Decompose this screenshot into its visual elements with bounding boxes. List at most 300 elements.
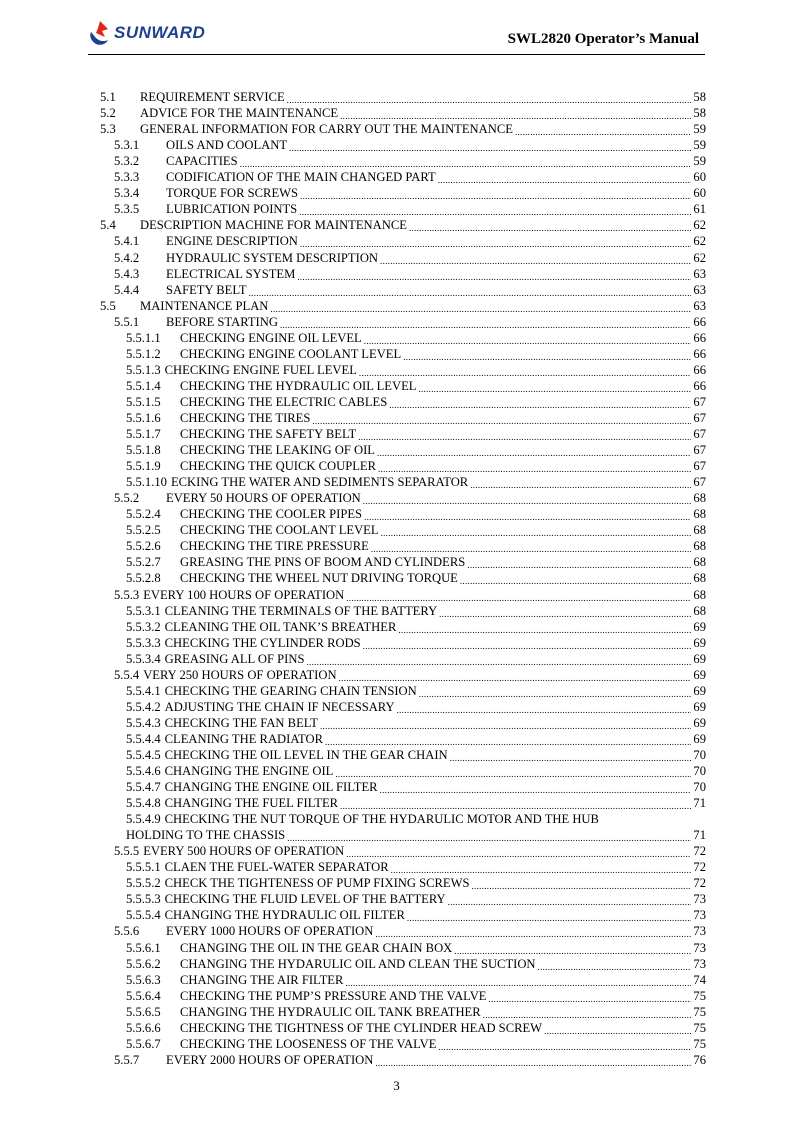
toc-entry[interactable] xyxy=(100,746,706,762)
toc-entry[interactable] xyxy=(100,1051,706,1067)
toc-entry-page: 71 xyxy=(693,828,706,843)
toc-leader-dots xyxy=(346,847,691,858)
toc-entry-page: 68 xyxy=(693,523,706,538)
toc-entry[interactable] xyxy=(100,650,706,666)
toc-entry-title: OILS AND COOLANT xyxy=(166,138,288,153)
toc-entry-number: 5.4.3 xyxy=(114,266,140,281)
toc-leader-dots xyxy=(544,1024,691,1035)
toc-leader-dots xyxy=(438,1040,691,1051)
toc-entry-page: 66 xyxy=(693,330,706,345)
toc-entry-page: 73 xyxy=(693,956,706,971)
toc-entry[interactable] xyxy=(100,104,706,120)
toc-entry-number: 5.4.1 xyxy=(114,234,140,249)
toc-entry-page: 72 xyxy=(693,860,706,875)
toc-entry-title: CHECKING THE HYDRAULIC OIL LEVEL xyxy=(180,378,417,393)
toc-entry[interactable] xyxy=(100,971,706,987)
toc-entry-title: EVERY 1000 HOURS OF OPERATION xyxy=(166,924,374,939)
toc-entry-title: CHECKING THE PUMP’S PRESSURE AND THE VALVE xyxy=(180,988,487,1003)
toc-entry-page: 68 xyxy=(693,571,706,586)
toc-entry[interactable] xyxy=(100,248,706,264)
toc-entry-page: 67 xyxy=(693,475,706,490)
toc-entry-number: 5.5.6.3 xyxy=(126,972,161,987)
toc-entry-number: 5.5.3.2 xyxy=(126,619,161,634)
toc-leader-dots xyxy=(339,671,692,682)
toc-entry[interactable] xyxy=(100,794,706,810)
toc-entry-number: 5.5.5.3 xyxy=(126,892,161,907)
toc-entry-number: 5.5.1.1 xyxy=(126,330,161,345)
toc-leader-dots xyxy=(249,286,692,297)
toc-entry-title: CHECKING ENGINE FUEL LEVEL xyxy=(164,362,357,377)
toc-leader-dots xyxy=(409,221,691,232)
toc-leader-dots xyxy=(439,607,691,618)
toc-leader-dots xyxy=(306,655,691,666)
toc-entry-title: CHANGING THE OIL IN THE GEAR CHAIN BOX xyxy=(180,940,453,955)
toc-entry-title: SAFETY BELT xyxy=(166,282,247,297)
toc-entry[interactable] xyxy=(100,377,706,393)
toc-leader-dots xyxy=(300,237,692,248)
toc-leader-dots xyxy=(287,831,691,842)
toc-entry-page: 68 xyxy=(693,587,706,602)
toc-entry-number: 5.5.1.6 xyxy=(126,410,161,425)
toc-entry-page: 69 xyxy=(693,731,706,746)
toc-entry[interactable] xyxy=(100,730,706,746)
toc-entry-title: DESCRIPTION MACHINE FOR MAINTENANCE xyxy=(140,218,407,233)
toc-entry-number: 5.5.1.9 xyxy=(126,459,161,474)
toc-entry-title: ECKING THE WATER AND SEDIMENTS SEPARATOR xyxy=(170,475,469,490)
toc-entry-number: 5.5.5.1 xyxy=(126,860,161,875)
toc-entry-title: CHECKING THE COOLANT LEVEL xyxy=(180,523,379,538)
toc-entry-number: 5.5.3.3 xyxy=(126,635,161,650)
toc-leader-dots xyxy=(299,205,691,216)
toc-entry-page: 75 xyxy=(693,1036,706,1051)
toc-entry-number: 5.5.6.7 xyxy=(126,1036,161,1051)
toc-entry[interactable] xyxy=(100,714,706,730)
toc-entry-title: CHANGING THE HYDRAULIC OIL TANK BREATHER xyxy=(180,1004,481,1019)
toc-leader-dots xyxy=(287,93,692,104)
toc-leader-dots xyxy=(289,141,691,152)
toc-entry-title: GREASING ALL OF PINS xyxy=(164,651,305,666)
toc-entry-number: 5.5.5 xyxy=(114,844,140,859)
toc-entry-title: CHECKING THE ELECTRIC CABLES xyxy=(180,394,388,409)
toc-leader-dots xyxy=(538,960,692,971)
toc-entry[interactable] xyxy=(100,938,706,954)
toc-entry-page: 58 xyxy=(693,106,706,121)
toc-entry-page: 73 xyxy=(693,908,706,923)
toc-entry-title: TORQUE FOR SCREWS xyxy=(166,186,299,201)
toc-entry-title: CHECKING THE SAFETY BELT xyxy=(180,427,357,442)
toc-entry[interactable] xyxy=(100,874,706,890)
toc-entry[interactable] xyxy=(100,281,706,297)
toc-entry-page: 59 xyxy=(693,122,706,137)
toc-entry-title: CHECKING THE QUICK COUPLER xyxy=(180,459,377,474)
toc-entry-page: 66 xyxy=(693,314,706,329)
toc-leader-dots xyxy=(297,270,691,281)
toc-leader-dots xyxy=(398,623,691,634)
toc-entry-page: 66 xyxy=(693,346,706,361)
toc-leader-dots xyxy=(467,558,691,569)
toc-entry-page: 69 xyxy=(693,715,706,730)
toc-entry[interactable] xyxy=(100,906,706,922)
toc-leader-dots xyxy=(483,1008,692,1019)
sunward-logo-icon xyxy=(88,20,110,46)
toc-leader-dots xyxy=(472,879,692,890)
toc-entry-number: 5.5.3.1 xyxy=(126,603,161,618)
table-of-contents xyxy=(100,88,706,1067)
toc-entry[interactable] xyxy=(100,682,706,698)
toc-entry-page: 68 xyxy=(693,507,706,522)
toc-entry-title: HOLDING TO THE CHASSIS xyxy=(126,828,286,843)
toc-entry-page: 70 xyxy=(693,780,706,795)
toc-leader-dots xyxy=(270,302,691,313)
toc-entry[interactable] xyxy=(100,425,706,441)
toc-entry-page: 61 xyxy=(693,202,706,217)
toc-entry-title: CHECKING THE LEAKING OF OIL xyxy=(180,443,375,458)
toc-entry-number: 5.5.6.4 xyxy=(126,988,161,1003)
toc-entry-page: 60 xyxy=(693,186,706,201)
toc-entry-title: CHECKING THE TIGHTNESS OF THE CYLINDER HEAD SCREW xyxy=(180,1020,543,1035)
toc-entry[interactable] xyxy=(100,457,706,473)
toc-entry-number: 5.5.4.1 xyxy=(126,683,161,698)
toc-entry-number: 5.5.1.3 xyxy=(126,362,161,377)
toc-entry[interactable] xyxy=(100,441,706,457)
toc-leader-dots xyxy=(325,735,691,746)
toc-entry-title: GREASING THE PINS OF BOOM AND CYLINDERS xyxy=(180,555,466,570)
toc-leader-dots xyxy=(438,173,692,184)
toc-entry-number: 5.5.6.5 xyxy=(126,1004,161,1019)
toc-entry[interactable] xyxy=(100,537,706,553)
toc-entry[interactable] xyxy=(100,120,706,136)
toc-entry[interactable] xyxy=(100,987,706,1003)
toc-entry-page: 69 xyxy=(693,635,706,650)
toc-entry-title: CHECKING THE GEARING CHAIN TENSION xyxy=(164,683,417,698)
toc-entry[interactable] xyxy=(100,634,706,650)
toc-entry-page: 60 xyxy=(693,170,706,185)
toc-entry-page: 62 xyxy=(693,218,706,233)
toc-leader-dots xyxy=(358,430,691,441)
toc-entry-title: CHECKING THE TIRES xyxy=(180,410,311,425)
toc-leader-dots xyxy=(312,414,691,425)
toc-leader-dots xyxy=(345,976,691,987)
toc-entry-title: ADJUSTING THE CHAIN IF NECESSARY xyxy=(164,699,395,714)
toc-entry[interactable] xyxy=(100,265,706,281)
toc-entry[interactable] xyxy=(100,666,706,682)
toc-entry-title: CHANGING THE HYDARULIC OIL AND CLEAN THE SUCTION xyxy=(180,956,536,971)
toc-entry-page: 67 xyxy=(693,443,706,458)
toc-entry-number: 5.5.1.5 xyxy=(126,394,161,409)
toc-entry-title: VERY 250 HOURS OF OPERATION xyxy=(143,667,337,682)
toc-leader-dots xyxy=(448,895,692,906)
toc-entry-number: 5.5.4.7 xyxy=(126,780,161,795)
toc-entry-number: 5.5.3.4 xyxy=(126,651,161,666)
toc-entry-number: 5.5.1.8 xyxy=(126,443,161,458)
toc-entry[interactable] xyxy=(100,1019,706,1035)
toc-entry-page: 73 xyxy=(693,940,706,955)
toc-entry[interactable] xyxy=(100,345,706,361)
toc-leader-dots xyxy=(363,494,692,505)
toc-entry-title: CHANGING THE ENGINE OIL xyxy=(164,764,334,779)
toc-entry-page: 68 xyxy=(693,555,706,570)
toc-entry-number: 5.5.1 xyxy=(114,314,140,329)
toc-leader-dots xyxy=(419,687,692,698)
toc-entry-page: 74 xyxy=(693,972,706,987)
toc-entry-number: 5.1 xyxy=(100,90,116,105)
toc-entry[interactable] xyxy=(100,602,706,618)
toc-leader-dots xyxy=(397,703,692,714)
toc-leader-dots xyxy=(240,157,692,168)
toc-entry-number: 5.5.1.7 xyxy=(126,427,161,442)
toc-entry-title: BEFORE STARTING xyxy=(166,314,278,329)
toc-entry-page: 69 xyxy=(693,667,706,682)
toc-entry-number: 5.5.6.2 xyxy=(126,956,161,971)
toc-leader-dots xyxy=(340,799,691,810)
toc-leader-dots xyxy=(359,366,692,377)
toc-leader-dots xyxy=(371,542,692,553)
toc-entry-number: 5.5.4.3 xyxy=(126,715,161,730)
toc-leader-dots xyxy=(381,526,692,537)
toc-entry[interactable] xyxy=(100,698,706,714)
toc-entry-title: GENERAL INFORMATION FOR CARRY OUT THE MAINTENANCE xyxy=(140,122,513,137)
header-divider xyxy=(88,54,705,55)
toc-entry[interactable] xyxy=(100,1003,706,1019)
toc-entry-page: 72 xyxy=(693,844,706,859)
toc-entry-title: CHECKING THE LOOSENESS OF THE VALVE xyxy=(180,1036,437,1051)
toc-entry-page: 63 xyxy=(693,298,706,313)
toc-entry-title: CLEANING THE RADIATOR xyxy=(164,731,323,746)
toc-leader-dots xyxy=(300,189,691,200)
toc-entry-title: CHECKING THE CYLINDER RODS xyxy=(164,635,361,650)
toc-entry-page: 67 xyxy=(693,410,706,425)
toc-leader-dots xyxy=(375,1056,691,1067)
toc-entry-number: 5.5.2.7 xyxy=(126,555,161,570)
toc-entry-page: 63 xyxy=(693,282,706,297)
toc-entry-number: 5.3.1 xyxy=(114,138,140,153)
toc-entry[interactable] xyxy=(100,152,706,168)
toc-entry-number: 5.5.2.5 xyxy=(126,523,161,538)
toc-entry-page: 69 xyxy=(693,619,706,634)
toc-entry-title: CHECKING ENGINE OIL LEVEL xyxy=(180,330,362,345)
toc-entry-page: 66 xyxy=(693,362,706,377)
toc-entry-number: 5.3.3 xyxy=(114,170,140,185)
document-title: SWL2820 Operator’s Manual xyxy=(507,31,699,47)
toc-entry-page: 67 xyxy=(693,427,706,442)
toc-leader-dots xyxy=(335,767,691,778)
toc-entry-title: CODIFICATION OF THE MAIN CHANGED PART xyxy=(166,170,436,185)
toc-entry[interactable] xyxy=(100,168,706,184)
toc-entry[interactable] xyxy=(100,858,706,874)
toc-entry-title: CHANGING THE HYDRAULIC OIL FILTER xyxy=(164,908,405,923)
toc-entry[interactable] xyxy=(100,329,706,345)
toc-entry[interactable] xyxy=(100,136,706,152)
toc-entry[interactable] xyxy=(100,393,706,409)
toc-entry-number: 5.4.2 xyxy=(114,250,140,265)
toc-leader-dots xyxy=(377,446,691,457)
toc-entry[interactable] xyxy=(100,88,706,104)
toc-entry[interactable] xyxy=(100,505,706,521)
toc-leader-dots xyxy=(515,125,691,136)
toc-leader-dots xyxy=(375,927,691,938)
toc-entry-title: CHECKING THE FLUID LEVEL OF THE BATTERY xyxy=(164,892,446,907)
toc-entry-title: CLEANING THE TERMINALS OF THE BATTERY xyxy=(164,603,438,618)
toc-entry-number: 5.5.2.4 xyxy=(126,507,161,522)
toc-entry-page: 76 xyxy=(693,1052,706,1067)
toc-entry[interactable] xyxy=(100,521,706,537)
toc-entry-number: 5.5.4.9 xyxy=(126,812,161,827)
toc-entry[interactable] xyxy=(100,810,706,826)
toc-entry-title: CHECKING THE NUT TORQUE OF THE HYDARULIC MOTOR AND THE HUB xyxy=(164,812,599,827)
toc-entry[interactable] xyxy=(100,409,706,425)
toc-entry-page: 62 xyxy=(693,250,706,265)
toc-entry-number: 5.2 xyxy=(100,106,116,121)
toc-entry-number: 5.5.2.8 xyxy=(126,571,161,586)
toc-entry[interactable] xyxy=(100,553,706,569)
toc-entry-page: 63 xyxy=(693,266,706,281)
toc-entry[interactable] xyxy=(100,890,706,906)
toc-entry[interactable] xyxy=(100,232,706,248)
toc-leader-dots xyxy=(364,510,691,521)
toc-entry-number: 5.4.4 xyxy=(114,282,140,297)
toc-entry[interactable] xyxy=(100,762,706,778)
toc-entry[interactable] xyxy=(100,297,706,313)
toc-leader-dots xyxy=(380,254,691,265)
toc-entry-title: CLAEN THE FUEL-WATER SEPARATOR xyxy=(164,860,389,875)
toc-leader-dots xyxy=(380,783,692,794)
toc-leader-dots xyxy=(346,591,691,602)
toc-entry[interactable] xyxy=(100,955,706,971)
toc-entry-title: CHECKING THE FAN BELT xyxy=(164,715,318,730)
toc-leader-dots xyxy=(378,462,691,473)
toc-leader-dots xyxy=(364,334,692,345)
toc-leader-dots xyxy=(280,318,691,329)
toc-entry[interactable] xyxy=(100,569,706,585)
toc-entry-title: CHECKING THE TIRE PRESSURE xyxy=(180,539,369,554)
toc-entry-page: 67 xyxy=(693,459,706,474)
toc-entry-title: MAINTENANCE PLAN xyxy=(140,298,269,313)
toc-entry-title: EVERY 50 HOURS OF OPERATION xyxy=(166,491,361,506)
toc-entry-title: CHANGING THE AIR FILTER xyxy=(180,972,344,987)
toc-entry-number: 5.5.4.6 xyxy=(126,764,161,779)
toc-entry-number: 5.5 xyxy=(100,298,116,313)
toc-leader-dots xyxy=(460,574,692,585)
toc-leader-dots xyxy=(340,109,691,120)
toc-entry-title: ELECTRICAL SYSTEM xyxy=(166,266,296,281)
toc-entry-page: 73 xyxy=(693,924,706,939)
toc-leader-dots xyxy=(450,751,692,762)
toc-entry[interactable] xyxy=(100,922,706,938)
toc-entry-number: 5.4 xyxy=(100,218,116,233)
toc-entry-title: REQUIREMENT SERVICE xyxy=(140,90,285,105)
toc-entry-number: 5.5.6.1 xyxy=(126,940,161,955)
toc-leader-dots xyxy=(418,382,691,393)
toc-entry[interactable] xyxy=(100,313,706,329)
toc-entry-number: 5.3.4 xyxy=(114,186,140,201)
toc-entry-page: 75 xyxy=(693,1020,706,1035)
toc-entry-number: 5.5.1.2 xyxy=(126,346,161,361)
toc-entry-number: 5.3.2 xyxy=(114,154,140,169)
toc-entry-number: 5.5.4.8 xyxy=(126,796,161,811)
toc-entry-title: CHANGING THE FUEL FILTER xyxy=(164,796,339,811)
toc-entry-number: 5.5.7 xyxy=(114,1052,140,1067)
toc-entry[interactable] xyxy=(100,585,706,601)
toc-entry[interactable] xyxy=(100,842,706,858)
toc-entry-title: EVERY 500 HOURS OF OPERATION xyxy=(143,844,345,859)
toc-entry-number: 5.5.6 xyxy=(114,924,140,939)
toc-entry-title: CHECK THE TIGHTENESS OF PUMP FIXING SCREWS xyxy=(164,876,470,891)
toc-entry-number: 5.5.2 xyxy=(114,491,140,506)
toc-entry-title: LUBRICATION POINTS xyxy=(166,202,298,217)
toc-entry-number: 5.5.4.4 xyxy=(126,731,161,746)
toc-entry-title: ADVICE FOR THE MAINTENANCE xyxy=(140,106,339,121)
toc-leader-dots xyxy=(489,992,692,1003)
toc-leader-dots xyxy=(454,944,691,955)
toc-entry-number: 5.5.5.4 xyxy=(126,908,161,923)
toc-leader-dots xyxy=(391,863,692,874)
sunward-logo xyxy=(88,20,205,46)
toc-leader-dots xyxy=(407,911,692,922)
toc-entry[interactable] xyxy=(100,778,706,794)
toc-entry-number: 5.5.1.4 xyxy=(126,378,161,393)
toc-entry[interactable] xyxy=(100,184,706,200)
toc-entry[interactable] xyxy=(100,826,706,842)
toc-entry-title: EVERY 100 HOURS OF OPERATION xyxy=(143,587,345,602)
toc-entry-title: CHECKING THE OIL LEVEL IN THE GEAR CHAIN xyxy=(164,747,448,762)
toc-entry-title: CHANGING THE ENGINE OIL FILTER xyxy=(164,780,378,795)
toc-entry[interactable] xyxy=(100,618,706,634)
toc-entry[interactable] xyxy=(100,361,706,377)
toc-leader-dots xyxy=(320,719,691,730)
toc-entry-page: 70 xyxy=(693,764,706,779)
toc-leader-dots xyxy=(363,639,692,650)
toc-entry-number: 5.5.2.6 xyxy=(126,539,161,554)
toc-entry-page: 58 xyxy=(693,90,706,105)
toc-entry-page: 68 xyxy=(693,491,706,506)
toc-entry-number: 5.3 xyxy=(100,122,116,137)
toc-entry-number: 5.5.6.6 xyxy=(126,1020,161,1035)
toc-entry-page: 75 xyxy=(693,988,706,1003)
toc-entry-number: 5.5.4.5 xyxy=(126,747,161,762)
toc-entry-page: 67 xyxy=(693,394,706,409)
toc-leader-dots xyxy=(470,478,691,489)
toc-entry-number: 5.5.5.2 xyxy=(126,876,161,891)
toc-entry-page: 72 xyxy=(693,876,706,891)
toc-entry-number: 5.3.5 xyxy=(114,202,140,217)
toc-entry[interactable] xyxy=(100,489,706,505)
toc-entry-page: 66 xyxy=(693,378,706,393)
toc-entry-title: CLEANING THE OIL TANK’S BREATHER xyxy=(164,619,397,634)
toc-entry-title: ENGINE DESCRIPTION xyxy=(166,234,298,249)
toc-entry-page: 69 xyxy=(693,699,706,714)
toc-entry-page: 69 xyxy=(693,683,706,698)
toc-entry-page: 71 xyxy=(693,796,706,811)
toc-entry[interactable] xyxy=(100,1035,706,1051)
toc-entry[interactable] xyxy=(100,200,706,216)
toc-entry-page: 73 xyxy=(693,892,706,907)
toc-entry-title: CHECKING ENGINE COOLANT LEVEL xyxy=(180,346,402,361)
toc-entry-number: 5.5.4.2 xyxy=(126,699,161,714)
toc-entry-title: EVERY 2000 HOURS OF OPERATION xyxy=(166,1052,374,1067)
toc-entry-page: 68 xyxy=(693,539,706,554)
toc-entry[interactable] xyxy=(100,216,706,232)
toc-entry-number: 5.5.4 xyxy=(114,667,140,682)
toc-entry[interactable] xyxy=(100,473,706,489)
toc-entry-title: CAPACITIES xyxy=(166,154,238,169)
toc-leader-dots xyxy=(389,398,691,409)
page-header xyxy=(0,0,793,60)
toc-entry-page: 70 xyxy=(693,747,706,762)
toc-entry-page: 62 xyxy=(693,234,706,249)
toc-entry-title: CHECKING THE COOLER PIPES xyxy=(180,507,363,522)
toc-entry-page: 69 xyxy=(693,651,706,666)
toc-entry-title: CHECKING THE WHEEL NUT DRIVING TORQUE xyxy=(180,571,458,586)
